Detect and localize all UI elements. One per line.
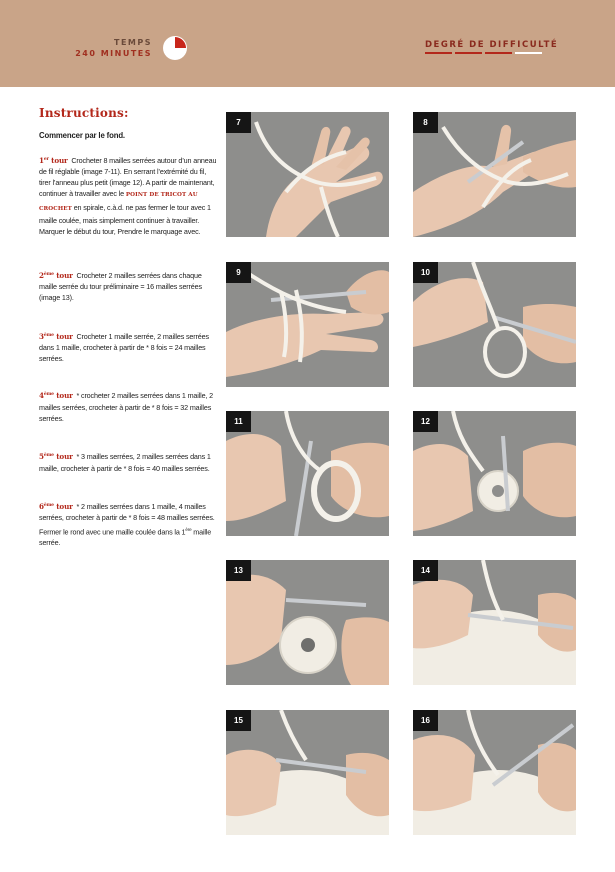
photo-step-10 xyxy=(413,262,576,387)
tour-2-text: Crocheter 2 mailles serrées dans chaque maille serrée du tour préliminaire = 16 mailles serrées (image 13). xyxy=(39,270,202,303)
clock-icon xyxy=(163,36,187,60)
tour-1-text: Crocheter 8 mailles serrées autour d’un anneau de fil réglable (image 7-11). En serrant l’extrémité du fil, tirer l’anneau plus petit (image 12). A partir de maintenant, continuer à travailler avec le xyxy=(39,155,217,199)
step-badge: 13 xyxy=(226,560,251,581)
difficulty-meter xyxy=(425,52,542,54)
step-badge: 8 xyxy=(413,112,438,133)
tour-6-label: 6ème tour xyxy=(39,501,73,511)
tour-1-paragraph xyxy=(39,154,217,238)
photo-step-7 xyxy=(226,112,389,237)
photo-step-9 xyxy=(226,262,389,387)
photo-step-15 xyxy=(226,710,389,835)
tour-3-text: Crocheter 1 maille serrée, 2 mailles serrées dans 1 maille, crocheter à partir de * 8 fois = 24 mailles serrées. xyxy=(39,331,209,364)
header-band xyxy=(0,0,615,87)
time-label: TEMPS xyxy=(113,38,152,47)
difficulty-segment xyxy=(455,52,482,54)
time-info xyxy=(75,37,152,59)
instructions-subtitle: Commencer par le fond. xyxy=(39,131,125,141)
step-badge: 9 xyxy=(226,262,251,283)
photo-step-12 xyxy=(413,411,576,536)
tour-1-text-end: en spirale, c.à.d. ne pas fermer le tour avec 1 maille coulée, mais simplement continuer à travailler. Marquer le début du tour, Prendre le marquage avec. xyxy=(39,202,211,237)
difficulty-label: DEGRÉ DE DIFFICULTÉ xyxy=(425,40,559,50)
tour-2-label: 2ème tour xyxy=(39,270,73,280)
instructions-title: Instructions: xyxy=(39,106,129,120)
tour-4-label: 4ème tour xyxy=(39,391,73,401)
step-badge: 11 xyxy=(226,411,251,432)
tour-4-paragraph xyxy=(39,389,217,424)
tour-5-label: 5ème tour xyxy=(39,452,73,462)
step-badge: 15 xyxy=(226,710,251,731)
step-badge: 12 xyxy=(413,411,438,432)
difficulty-segment xyxy=(485,52,512,54)
tour-6-text-sup: ère xyxy=(185,526,192,532)
tour-5-paragraph xyxy=(39,450,217,474)
step-badge: 16 xyxy=(413,710,438,731)
photo-step-16 xyxy=(413,710,576,835)
stitch-highlight: POINT DE TRICOT AU CROCHET xyxy=(39,192,198,212)
photo-step-11 xyxy=(226,411,389,536)
step-badge: 7 xyxy=(226,112,251,133)
tour-6-text-end: maille serrée. xyxy=(39,526,212,548)
tour-3-label: 3ème tour xyxy=(39,331,73,341)
time-value: 240 MINUTES xyxy=(75,49,152,58)
difficulty-segment xyxy=(515,52,542,54)
tour-2-paragraph xyxy=(39,269,217,304)
tour-6-text: * 2 mailles serrées dans 1 maille, 4 mailles serrées, crocheter à partir de * 8 fois = 48 mailles serrées. Fermer le rond avec une maille coulée dans la 1 xyxy=(39,501,215,536)
instructions-column xyxy=(39,108,217,549)
photo-step-13 xyxy=(226,560,389,685)
tour-4-text: * crocheter 2 mailles serrées dans 1 maille, 2 mailles serrées, crocheter à partir de * 8 fois = 32 mailles serrées. xyxy=(39,391,214,424)
tour-3-paragraph xyxy=(39,330,217,365)
tour-6-paragraph xyxy=(39,500,217,549)
step-badge: 14 xyxy=(413,560,438,581)
tour-5-text: * 3 mailles serrées, 2 mailles serrées dans 1 maille, crocheter à partir de * 8 fois = 40 mailles serrées. xyxy=(39,452,211,473)
photo-step-8 xyxy=(413,112,576,237)
difficulty-segment xyxy=(425,52,452,54)
photo-step-14 xyxy=(413,560,576,685)
tour-1-label: 1er tour xyxy=(39,155,68,165)
step-badge: 10 xyxy=(413,262,438,283)
